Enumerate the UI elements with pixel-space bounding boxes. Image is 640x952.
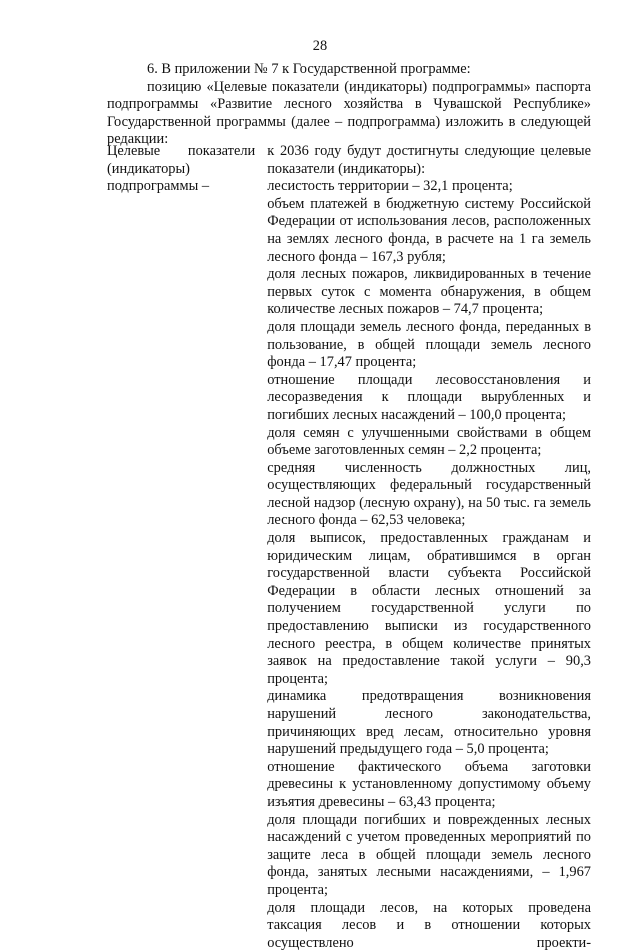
indicator-item: объем платежей в бюджетную систему Российской Федерации от использования лесов, расположенных на землях лесного фонда, в расчете на 1 га земель лесного фонда – 167,3 рубля; [267, 195, 591, 265]
amendment-text: позицию «Целевые показатели (индикаторы) подпрограммы» паспорта подпрограммы «Развитие лесного хозяйства в Чувашской Республике» Государственной программы (далее – подпрограмма) изложить в следующей редакции: [107, 78, 591, 148]
passport-position-table [107, 143, 591, 952]
indicator-item: доля площади лесов, на которых проведена таксация лесов и в отношении которых осуществлено проекти- [267, 899, 591, 951]
indicator-item: к 2036 году будут достигнуты следующие целевые показатели (индикаторы): [267, 143, 591, 177]
indicator-item: лесистость территории – 32,1 процента; [267, 178, 513, 195]
indicator-item: отношение фактического объема заготовки древесины к установленному допустимому объему изъятия древесины – 63,43 процента; [267, 758, 591, 810]
indicator-item: доля площади погибших и поврежденных лесных насаждений с учетом проведенных мероприятий по защите леса в общей площади земель лесного фонда, занятых лесными насаждениями, – 1,967 процента; [267, 811, 591, 898]
page-number: 28 [312, 38, 328, 54]
indicator-list [267, 143, 591, 952]
amendment-intro [107, 61, 591, 149]
position-label-cell [107, 143, 267, 952]
indicator-item: отношение площади лесовосстановления и лесоразведения к площади вырубленных и погибших лесных насаждений – 100,0 процента; [267, 371, 591, 423]
amendment-heading: 6. В приложении № 7 к Государственной программе: [147, 61, 471, 77]
indicator-item: доля семян с улучшенными свойствами в общем объеме заготовленных семян – 2,2 процента; [267, 424, 591, 459]
dash-separator: – [201, 178, 210, 195]
indicator-item: средняя численность должностных лиц, осуществляющих федеральный государственный лесной надзор (лесную охрану), на 50 тыс. га земель лесного фонда – 62,53 человека; [267, 459, 591, 529]
indicator-item: доля лесных пожаров, ликвидированных в течение первых суток с момента обнаружения, в общем количестве лесных пожаров – 74,7 процента; [267, 266, 591, 318]
position-label: Целевые показатели (индикаторы) подпрограммы [107, 143, 256, 195]
indicator-item: доля выписок, предоставленных гражданам и юридическим лицам, обратившимся в орган государственной власти субъекта Российской Федерации в области лесных отношений за получением государственной услуги по предоставлению выписки из государственного лесного реестра, в общем количестве принятых заявок на предоставление такой услуги – 90,3 процента; [267, 530, 591, 687]
indicator-item: доля площади земель лесного фонда, переданных в пользование, в общей площади земель лесного фонда – 17,47 процента; [267, 318, 591, 371]
indicator-item: динамика предотвращения возникновения нарушений лесного законодательства, причиняющих вред лесам, относительно уровня нарушений предыдущего года – 5,0 процента; [267, 688, 591, 758]
